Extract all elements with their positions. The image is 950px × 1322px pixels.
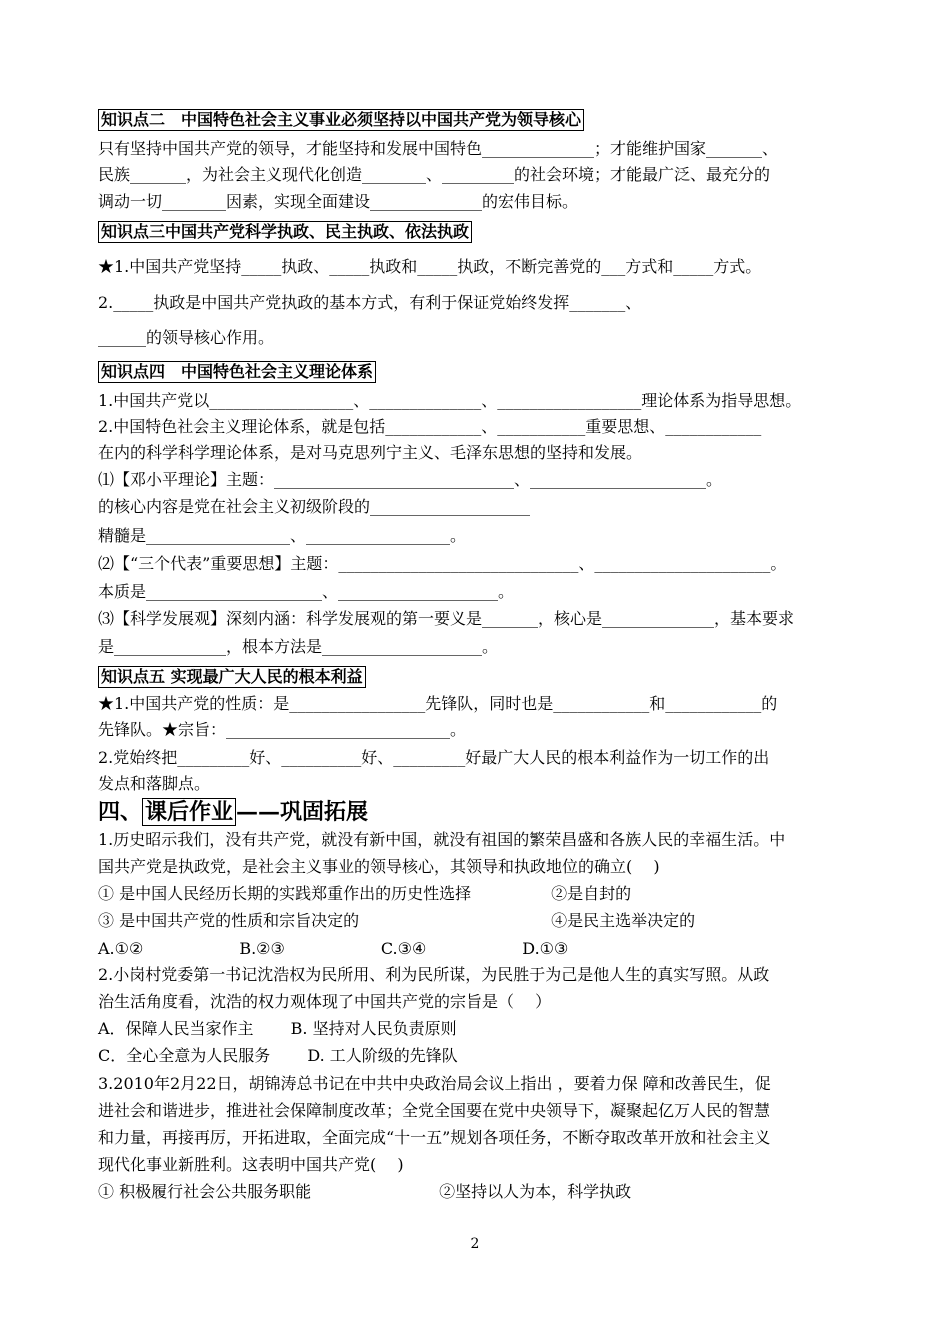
text-line: 3.2010年2月22日，胡锦涛总书记在中共中央政治局会议上指出 ，要着力保 障和改善民生，促: [98, 1074, 771, 1093]
text-line: 2.小岗村党委第一书记沈浩权为民所用、利为民所谋，为民胜于为己是他人生的真实写照。从政: [98, 965, 770, 984]
text-line: ① 积极履行社会公共服务职能 ②坚持以人为本，科学执政: [98, 1182, 632, 1201]
text-line: ① 是中国人民经历长期的实践郑重作出的历史性选择 ②是自封的: [98, 884, 632, 903]
text-line: 是______________，根本方法是____________________。: [98, 637, 499, 656]
text-line: ③ 是中国共产党的性质和宗旨决定的 ④是民主选举决定的: [98, 911, 696, 930]
text-line: 只有坚持中国共产党的领导，才能坚持和发展中国特色______________；才能维护国家_______、: [98, 139, 779, 158]
text-line: 1.中国共产党以__________________、______________、__________________理论体系为指导思想。: [98, 391, 802, 410]
text-line: ______的领导核心作用。: [98, 328, 275, 347]
header-box: 知识点三中国共产党科学执政、民主执政、依法执政: [98, 221, 472, 243]
section-boxed-title: 课后作业: [142, 798, 236, 826]
page-number: 2: [470, 1236, 480, 1252]
text-line: C．全心全意为人民服务 D. 工人阶级的先锋队: [98, 1046, 458, 1065]
knowledge-point-header: [98, 107, 854, 133]
knowledge-point-header: [98, 359, 854, 385]
text-line: 本质是______________________、____________________。: [98, 582, 515, 601]
knowledge-point-header: [98, 664, 854, 690]
section-prefix: 四、: [98, 799, 143, 825]
text-line: ★1.中国共产党坚持_____执政、_____执政和_____执政，不断完善党的___方式和_____方式。: [98, 257, 762, 276]
text-line: 国共产党是执政党，是社会主义事业的领导核心，其领导和执政地位的确立( ): [98, 857, 660, 876]
header-box: 知识点四 中国特色社会主义理论体系: [98, 361, 376, 383]
text-line: 2._____执政是中国共产党执政的基本方式，有利于保证党始终发挥_______、: [98, 293, 642, 312]
text-line: ★1.中国共产党的性质：是_________________先锋队，同时也是____________和____________的: [98, 694, 778, 713]
text-line: A.①② B.②③ C.③④ D.①③: [98, 939, 569, 958]
text-line: A．保障人民当家作主 B. 坚持对人民负责原则: [98, 1019, 457, 1038]
text-line: 和力量，再接再厉，开拓进取，全面完成“十一五”规划各项任务，不断夺取改革开放和社会主义: [98, 1128, 771, 1147]
text-line: ⑴【邓小平理论】主题：______________________________、______________________。: [98, 470, 723, 489]
text-line: 1.历史昭示我们，没有共产党，就没有新中国，就没有祖国的繁荣昌盛和各族人民的幸福生活。中: [98, 830, 786, 849]
text-line: 先锋队。★宗旨：____________________________。: [98, 720, 467, 739]
text-line: 的核心内容是党在社会主义初级阶段的____________________: [98, 497, 531, 516]
text-line: 精髓是__________________、__________________。: [98, 526, 467, 545]
text-line: 发点和落脚点。: [98, 774, 211, 793]
text-line: ⑶【科学发展观】深刻内涵：科学发展观的第一要义是_______，核心是______________，基本要求: [98, 609, 795, 628]
section-suffix: ——巩固拓展: [236, 799, 369, 825]
text-line: 现代化事业新胜利。这表明中国共产党( ): [98, 1155, 404, 1174]
text-line: 在内的科学科学理论体系，是对马克思列宁主义、毛泽东思想的坚持和发展。: [98, 443, 643, 462]
text-line: ⑵【“三个代表”重要思想】主题：______________________________、______________________。: [98, 554, 787, 573]
section-four-heading: [98, 797, 854, 827]
text-line: 进社会和谐进步，推进社会保障制度改革；全党全国要在党中央领导下，凝聚起亿万人民的智慧: [98, 1101, 771, 1120]
text-line: 民族_______，为社会主义现代化创造________、_________的社会环境；才能最广泛、最充分的: [98, 165, 771, 184]
text-line: 2.党始终把_________好、__________好、_________好最广大人民的根本利益作为一切工作的出: [98, 748, 770, 767]
text-line: 治生活角度看，沈浩的权力观体现了中国共产党的宗旨是（ ）: [98, 992, 552, 1011]
text-line: 调动一切________因素，实现全面建设______________的宏伟目标。: [98, 192, 579, 211]
header-box: 知识点二 中国特色社会主义事业必须坚持以中国共产党为领导核心: [98, 109, 584, 131]
knowledge-point-header: [98, 219, 854, 245]
text-line: 2.中国特色社会主义理论体系，就是包括____________、___________重要思想、____________: [98, 417, 762, 436]
header-box: 知识点五 实现最广大人民的根本利益: [98, 666, 366, 688]
